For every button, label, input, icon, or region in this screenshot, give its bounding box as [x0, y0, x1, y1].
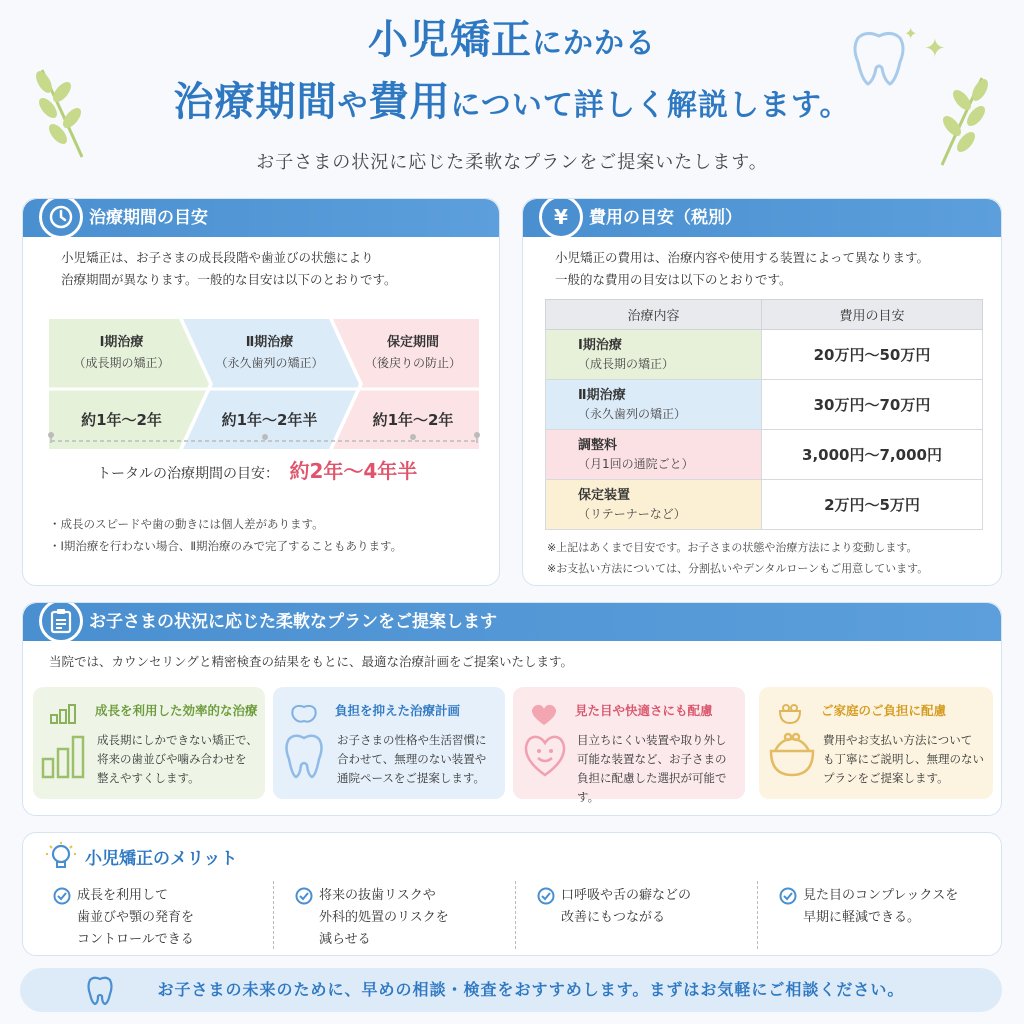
row-title: Ⅱ期治療 [578, 387, 626, 403]
table-row [546, 330, 983, 380]
merit-line: 成長を利用して [77, 888, 169, 903]
yen-icon: ¥ [539, 198, 583, 239]
cost-row-price: 30万円〜70万円 [762, 380, 983, 430]
merit-line: 早期に軽減できる。 [803, 910, 921, 925]
stage-3-name: 保定期間 [386, 335, 439, 350]
divider [515, 881, 516, 949]
stage-3-duration: 約1年〜2年 [372, 411, 454, 429]
cost-col-item: 治療内容 [546, 300, 762, 330]
period-card-title: 治療期間の目安 [89, 208, 208, 228]
plan-desc-line: 将来の歯並びや噛み合わせを [97, 752, 247, 766]
plan-desc-line: お子さまの性格や生活習慣に [337, 733, 487, 747]
title-mid: や [337, 88, 369, 123]
growth-bars-icon [41, 731, 87, 779]
period-intro [61, 247, 397, 291]
merit-line: 見た目のコンプレックスを [803, 888, 959, 903]
row-note: （月1回の通院ごと） [578, 456, 694, 471]
footer-message: お子さまの未来のために、早めの相談・検査をおすすめします。まずはお気軽にご相談ください。 [157, 980, 905, 999]
page-header [0, 14, 1024, 174]
plan-desc-line: も丁寧にご説明し、無理のない [823, 752, 984, 766]
title-strong-b: 費用 [368, 79, 451, 125]
plan-title: 負担を抑えた治療計画 [335, 703, 461, 718]
bar-chart-icon [49, 703, 79, 725]
merit-item [295, 885, 449, 951]
plan-desc-line: 可能な装置など、お子さまの [577, 752, 727, 766]
plan-desc-line: プランをご提案します。 [823, 771, 949, 785]
page-title-line2 [0, 76, 1024, 136]
cost-intro-line2: 一般的な費用の目安は以下のとおりです。 [555, 272, 792, 287]
smiling-heart-icon [521, 731, 569, 779]
plan-title: 見た目や快適さにも配慮 [575, 703, 713, 718]
cost-card [522, 198, 1002, 586]
tooth-footer-icon [84, 974, 116, 1006]
row-note: （永久歯列の矯正） [578, 406, 687, 421]
merits-card [22, 832, 1002, 956]
stage-2-note: （永久歯列の矯正） [215, 356, 324, 370]
merit-line: 外科的処置のリスクを [319, 910, 449, 925]
check-circle-icon [53, 887, 71, 905]
plan-desc-line: 目立ちにくい装置や取り外し [577, 733, 727, 747]
title-strong: 小児矯正 [368, 17, 532, 63]
plans-intro: 当院では、カウンセリングと精密検査の結果をもとに、最適な治療計画をご提案いたします。 [49, 654, 574, 669]
plan-title: 成長を利用した効率的な治療 [95, 703, 258, 718]
plans-card [22, 602, 1002, 816]
cost-row-price: 2万円〜5万円 [762, 480, 983, 530]
cost-row-price: 3,000円〜7,000円 [762, 430, 983, 480]
plan-desc-line: 成長期にしかできない矯正で、 [97, 733, 258, 747]
period-card-header [23, 199, 499, 237]
plan-desc-line: 負担に配慮した選択が可能です。 [577, 771, 727, 804]
plans-card-title: お子さまの状況に応じた柔軟なプランをご提案します [89, 612, 497, 632]
merit-item [779, 885, 958, 929]
period-card [22, 198, 500, 586]
table-row [546, 380, 983, 430]
merit-line: 口呼吸や舌の癖などの [561, 888, 692, 903]
period-intro-line1: 小児矯正は、お子さまの成長段階や歯並びの状態により [61, 250, 374, 265]
plan-burden [273, 687, 505, 799]
plan-desc-line: 合わせて、無理のない装置や [337, 752, 487, 766]
row-note: （成長期の矯正） [578, 356, 675, 371]
merit-item [53, 885, 194, 951]
cost-note-1: ※上記はあくまで目安です。お子さまの状態や治療方法により変動します。 [547, 541, 918, 554]
sparkle-small-icon: ✦ [904, 24, 918, 43]
check-circle-icon [295, 887, 313, 905]
heart-icon [529, 703, 559, 727]
total-period-label: トータルの治療期間の目安： [97, 466, 279, 482]
plan-family [759, 687, 993, 799]
cost-table-header [546, 300, 983, 330]
plan-desc [577, 731, 745, 807]
merit-line: 歯並びや顎の発育を [77, 910, 195, 925]
title-rest: にかかる [532, 26, 656, 61]
row-title: Ⅰ期治療 [578, 337, 622, 353]
divider [757, 881, 758, 949]
clock-icon [39, 198, 83, 239]
row-title: 調整料 [578, 437, 618, 453]
merit-item [537, 885, 691, 929]
cost-note-2: ※お支払い方法については、分割払いやデンタルローンもご用意しています。 [547, 562, 929, 575]
cost-row-name [546, 330, 762, 380]
period-note-1: ・成長のスピードや歯の動きには個人差があります。 [49, 517, 324, 531]
tooth-icon [281, 731, 327, 781]
cost-notes [547, 537, 928, 579]
page-subtitle: お子さまの状況に応じた柔軟なプランをご提案いたします。 [256, 152, 768, 173]
clipboard-icon [39, 602, 83, 643]
plan-growth [33, 687, 265, 799]
period-intro-line2: 治療期間が異なります。一般的な目安は以下のとおりです。 [61, 272, 397, 287]
merit-line: コントロールできる [77, 932, 194, 947]
check-circle-icon [537, 887, 555, 905]
cost-intro [555, 247, 929, 291]
merit-line: 改善にもつながる [561, 910, 666, 925]
sparkle-icon: ✦ [924, 34, 946, 64]
title-rest2: について詳しく解説します。 [450, 88, 851, 123]
total-period [97, 455, 417, 484]
cost-card-header [523, 199, 1001, 237]
plan-desc [823, 731, 984, 788]
plan-desc [337, 731, 487, 788]
row-note: （リテーナーなど） [578, 506, 686, 521]
merits-title: 小児矯正のメリット [85, 849, 238, 869]
cost-row-name [546, 380, 762, 430]
plan-desc [97, 731, 258, 788]
plans-card-header [23, 603, 1001, 641]
cost-table [545, 299, 983, 530]
tooth-small-icon [289, 703, 319, 725]
merit-line: 将来の抜歯リスクや [319, 888, 436, 903]
plan-title: ご家庭のご負担に配慮 [821, 703, 947, 718]
period-note-2: ・Ⅰ期治療を行わない場合、Ⅱ期治療のみで完了することもあります。 [49, 539, 403, 553]
cost-row-name [546, 480, 762, 530]
timeline-bracket [47, 429, 481, 451]
cost-intro-line1: 小児矯正の費用は、治療内容や使用する装置によって異なります。 [555, 250, 930, 265]
stage-2-name: Ⅱ期治療 [245, 335, 294, 350]
divider [273, 881, 274, 949]
cost-row-price: 20万円〜50万円 [762, 330, 983, 380]
period-notes [49, 513, 402, 557]
plan-desc-line: 整えやすくします。 [97, 771, 200, 785]
table-row [546, 480, 983, 530]
purse-small-icon [775, 703, 805, 725]
cost-col-price: 費用の目安 [762, 300, 983, 330]
plan-desc-line: 通院ペースをご提案します。 [337, 771, 486, 785]
merit-line: 減らせる [319, 932, 371, 947]
coin-purse-icon [767, 731, 817, 779]
plan-desc-line: 費用やお支払い方法について [823, 733, 973, 747]
stage-1-duration: 約1年〜2年 [81, 411, 162, 429]
total-period-value: 約2年〜4年半 [289, 459, 418, 483]
plan-comfort [513, 687, 745, 804]
footer-banner [20, 968, 1002, 1012]
stage-3-note: （後戻りの防止） [364, 356, 461, 370]
table-row [546, 430, 983, 480]
stage-2-duration: 約1年〜2年半 [221, 411, 318, 429]
title-strong-a: 治療期間 [173, 79, 338, 125]
stage-1-note: （成長期の矯正） [73, 356, 170, 370]
cost-card-title: 費用の目安（税別） [589, 208, 742, 228]
check-circle-icon [779, 887, 797, 905]
stage-1-name: Ⅰ期治療 [99, 335, 144, 350]
page-title-line1 [0, 14, 1024, 74]
row-title: 保定装置 [578, 487, 631, 503]
lightbulb-icon [45, 841, 77, 873]
cost-row-name [546, 430, 762, 480]
